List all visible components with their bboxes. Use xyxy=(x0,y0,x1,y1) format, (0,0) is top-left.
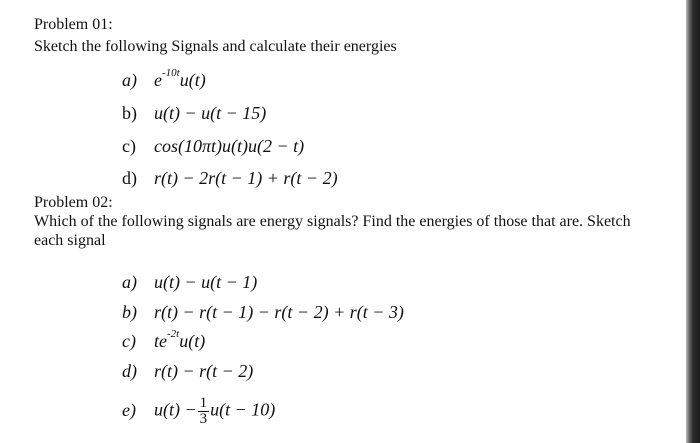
math-expression: u(t) − u(t − 1) xyxy=(154,272,258,292)
math-exponent: -2t xyxy=(167,328,180,340)
problem-1-item-c xyxy=(122,136,304,157)
problem-2-item-a xyxy=(122,272,257,293)
fraction-denominator: 3 xyxy=(199,411,208,427)
math-expression: r(t) − r(t − 1) − r(t − 2) + r(t − 3) xyxy=(154,302,404,322)
item-label: a) xyxy=(122,70,137,90)
item-label: c) xyxy=(122,331,136,351)
math-expression: cos(10πt)u(t)u(2 − t) xyxy=(154,136,305,156)
problem-1-title: Problem 01: xyxy=(34,16,113,33)
problem-2-title: Problem 02: xyxy=(34,194,113,211)
fraction-numerator: 1 xyxy=(199,395,208,411)
problem-2-item-e xyxy=(122,396,275,427)
item-label: a) xyxy=(122,272,137,292)
math-rest: u(t) xyxy=(179,331,206,351)
window-edge-bar xyxy=(686,0,700,443)
problem-1-item-a xyxy=(122,67,206,91)
math-base: te xyxy=(154,331,167,351)
problem-2-item-d xyxy=(122,361,253,382)
problem-2-item-c xyxy=(122,328,206,352)
math-expression: r(t) − r(t − 2) xyxy=(154,361,254,381)
math-expression: u(t) − u(t − 15) xyxy=(154,103,267,123)
problem-2-item-b xyxy=(122,302,404,323)
item-label: c) xyxy=(122,136,136,156)
problem-1-instruction: Sketch the following Signals and calculate their energies xyxy=(34,38,397,55)
fraction xyxy=(198,396,210,427)
math-expression: r(t) − 2r(t − 1) + r(t − 2) xyxy=(154,168,338,188)
math-rest: u(t) xyxy=(179,70,206,90)
math-pre: u(t) − xyxy=(154,399,197,420)
item-label: b) xyxy=(122,302,137,322)
problem-1-item-b xyxy=(122,103,266,124)
math-exponent: -10t xyxy=(162,67,180,79)
item-label: d) xyxy=(122,361,137,381)
item-label: b) xyxy=(122,103,137,123)
math-post: u(t − 10) xyxy=(210,399,276,420)
problem-1-item-d xyxy=(122,168,338,189)
math-base: e xyxy=(154,70,162,90)
problem-2-instruction: Which of the following signals are energy signals? Find the energies of those that are. Sketch each signal xyxy=(34,213,631,249)
item-label: d) xyxy=(122,168,137,188)
item-label: e) xyxy=(122,399,136,420)
